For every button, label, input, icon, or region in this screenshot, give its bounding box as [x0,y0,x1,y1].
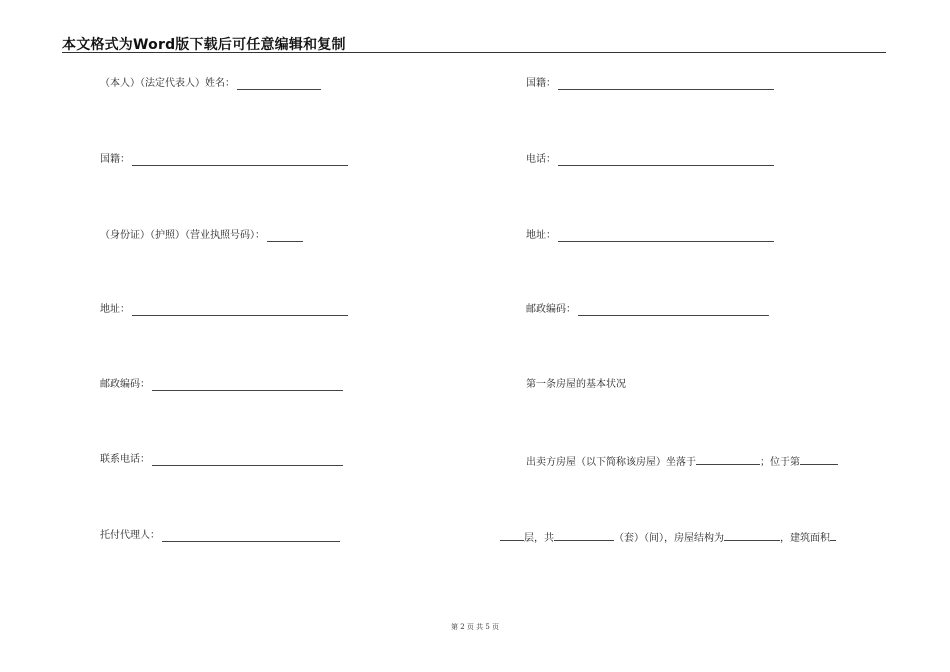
page-number: 第 2 页 共 5 页 [450,623,500,631]
agent-label: 托付代理人： [100,530,160,541]
phone-label: 联系电话： [100,454,150,465]
buyer-nationality-label: 国籍： [526,78,556,89]
property-structure-line [500,530,836,545]
field-buyer-postcode [526,304,769,316]
location-text-a: 出卖方房屋（以下简称该房屋）坐落于 [526,457,696,468]
field-nationality [100,154,348,166]
buyer-address-blank[interactable] [558,231,774,242]
structure-text-b: （套）（间），房屋结构为 [614,533,724,544]
field-agent [100,530,340,542]
id-blank[interactable] [267,231,303,242]
field-phone [100,454,343,466]
document-header-title: 本文格式为Word版下载后可任意编辑和复制 [62,37,346,53]
area-blank[interactable] [830,530,836,541]
field-name [100,78,321,90]
structure-text-a: 层，共 [524,533,554,544]
field-buyer-phone [526,154,774,166]
postcode-blank[interactable] [152,380,343,391]
field-id [100,230,303,242]
nationality-label: 国籍： [100,154,130,165]
id-label: （身份证）（护照）（营业执照号码）： [100,230,265,241]
header-divider [62,52,886,53]
buyer-postcode-blank[interactable] [578,305,769,316]
address-blank[interactable] [132,305,348,316]
units-blank[interactable] [554,530,614,541]
structure-text-c: ，建筑面积 [780,533,830,544]
property-location-line [526,454,838,469]
buyer-address-label: 地址： [526,230,556,241]
buyer-nationality-blank[interactable] [558,79,774,90]
buyer-phone-label: 电话： [526,154,556,165]
phone-blank[interactable] [152,455,343,466]
name-label: （本人）（法定代表人）姓名： [100,78,235,89]
address-label: 地址： [100,304,130,315]
field-buyer-nationality [526,78,774,90]
floor-number-blank[interactable] [500,530,524,541]
field-buyer-address [526,230,774,242]
field-address [100,304,348,316]
buyer-phone-blank[interactable] [558,155,774,166]
article-title: 第一条房屋的基本状况 [526,379,626,390]
agent-blank[interactable] [162,531,340,542]
buyer-postcode-label: 邮政编码： [526,304,576,315]
location-blank[interactable] [696,454,760,465]
field-postcode [100,379,343,391]
structure-blank[interactable] [724,530,780,541]
location-text-b: ；位于第 [760,457,800,468]
floor-blank[interactable] [800,454,838,465]
name-blank[interactable] [237,79,321,90]
nationality-blank[interactable] [132,155,348,166]
postcode-label: 邮政编码： [100,379,150,390]
